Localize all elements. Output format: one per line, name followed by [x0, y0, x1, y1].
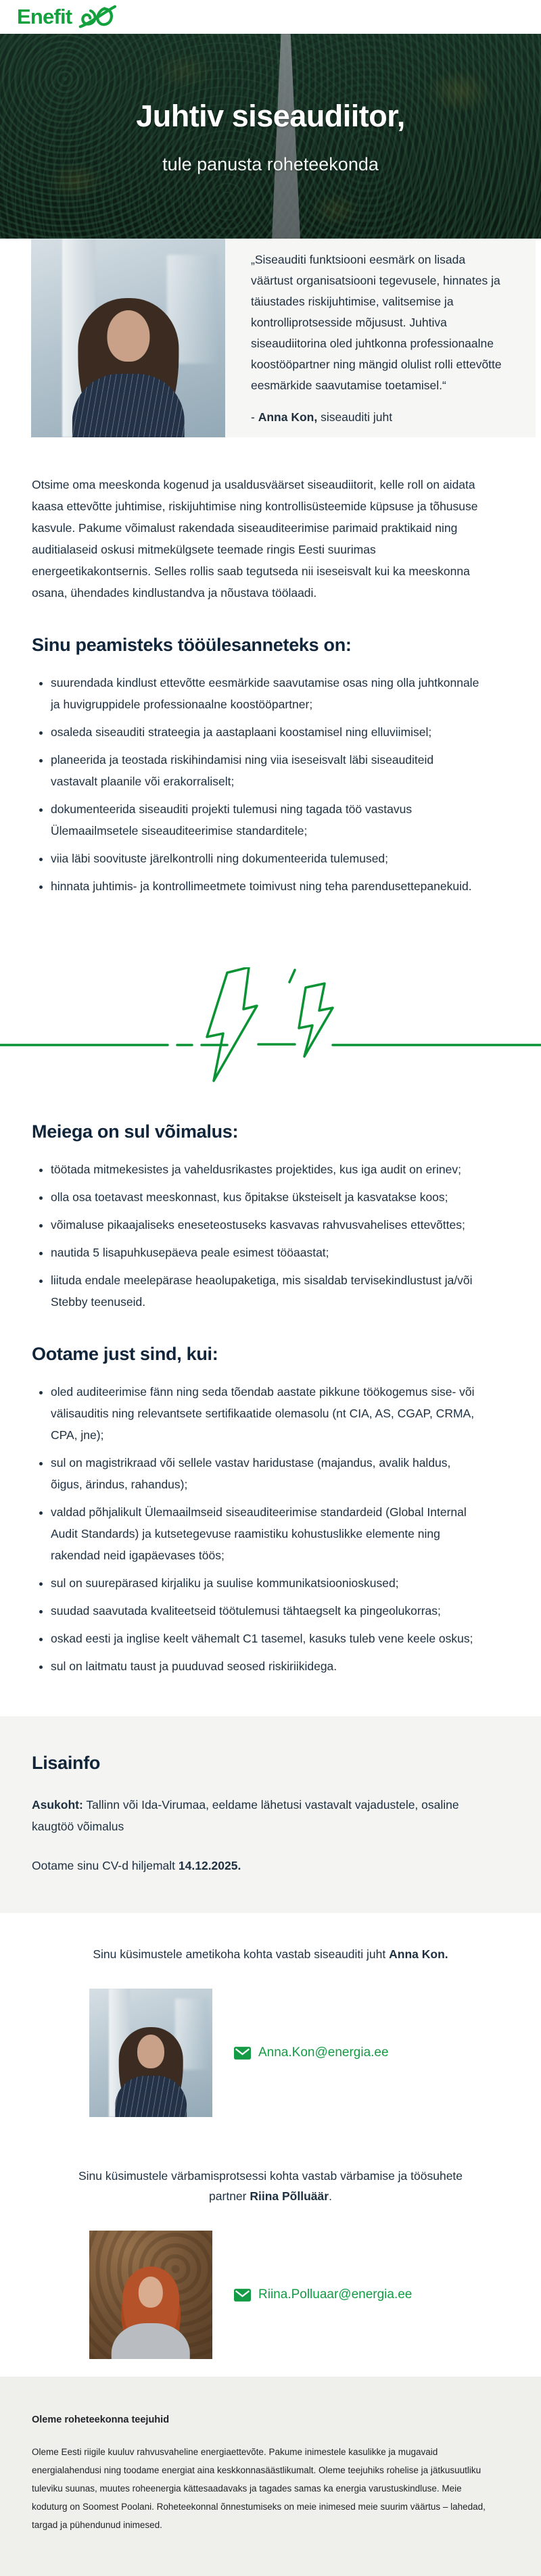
company-footer: [0, 2377, 541, 2576]
intro-paragraph: Otsime oma meeskonda kogenud ja usaldusväärset siseaudiitorit, kelle roll on aidata kaasa ettevõtte juhtimise, riskijuhtimise ning kontrollisüsteemide küpsuse ja tõhususe kasvule. Pakume võimalust rakendada siseauditeerimise parimaid praktikaid ning auditialaseid oskusi mitmekülgsete teemade ringis Eesti suurimas energeetikakontsernis. Selles rollis saab tegutseda nii iseseisvalt kui ka meeskonna osana, ühendades kindlustandva ja nõustava töölaadi.: [32, 478, 478, 600]
hero-banner: [0, 34, 541, 239]
bullet-item: • osaleda siseauditi strateegia ja aastaplaani koostamisel ning elluviimisel;: [51, 721, 481, 743]
bullet-item: • valdad põhjalikult Ülemaailmseid siseauditeerimise standardeid (Global Internal Audit Standards) ja kutsetegevuse raamistiku kohustuslikke elemente ning rakendad neid igapäevases töös;: [51, 1501, 481, 1566]
bullet-item: • oled auditeerimise fänn ning seda tõendab aastate pikkune töökogemus sise- või välisauditis ning relevantsete sertifikaatide olemasolu (nt CIA, AS, CGAP, CRMA, CPA, jne);: [51, 1381, 481, 1446]
riina-email-text: Riina.Polluaar@energia.ee: [258, 2287, 413, 2302]
footer-heading: Oleme roheteekonna teejuhid: [32, 2414, 170, 2425]
bullet-item: • liituda endale meelepärase heaolupaketiga, mis sisaldab tervisekindlustust ja/või Stebby teenuseid.: [51, 1269, 481, 1313]
job-title: Juhtiv siseaudiitor,: [136, 99, 405, 133]
additional-info-heading: Lisainfo: [32, 1753, 101, 1773]
section-heading-expectations: Ootame just sind, kui:: [32, 1344, 218, 1364]
envelope-icon: [234, 2047, 251, 2060]
quote-block: [31, 239, 536, 437]
bullet-item: • sul on laitmatu taust ja puuduvad seosed riskiriikidega.: [51, 1655, 481, 1677]
section-heading-offer: Meiega on sul võimalus:: [32, 1121, 239, 1142]
bullet-item: • suudad saavutada kvaliteetseid töötulemusi tähtaegselt ka pingeolukorras;: [51, 1600, 481, 1622]
bullet-item: • olla osa toetavast meeskonnast, kus õpitakse üksteiselt ja kasvatakse koos;: [51, 1186, 481, 1208]
bullet-item: • nautida 5 lisapuhkusepäeva peale esimest tööaastat;: [51, 1242, 481, 1263]
lightning-bolt-icon: [0, 967, 541, 1082]
riina-polluaar-photo: [89, 2231, 212, 2359]
bullet-item: • dokumenteerida siseauditi projekti tulemusi ning tagada töö vastavus Ülemaailmsetele siseauditeerimise standarditele;: [51, 798, 481, 842]
bullet-item: • suurendada kindlust ettevõtte eesmärkide saavutamise osas ning olla juhtkonnale ja huvigruppidele professionaalne koostööpartner;: [51, 672, 481, 715]
anna-kon-photo: [31, 239, 225, 437]
anna-email-link[interactable]: [234, 2045, 389, 2060]
location-label: Asukoht:: [32, 1798, 83, 1812]
bullet-item: • viia läbi soovituste järelkontrolli ning dokumenteerida tulemused;: [51, 848, 481, 869]
job-subtitle: tule panusta roheteekonda: [162, 154, 379, 174]
bullet-item: • planeerida ja teostada riskihindamisi ning viia iseseisvalt läbi siseauditeid vastavalt plaanile või erakorraliselt;: [51, 749, 481, 792]
section-heading-tasks: Sinu peamisteks tööülesanneteks on:: [32, 635, 352, 655]
contact-riina-intro: Sinu küsimustele värbamisprotsessi kohta vastab värbamise ja töösuhete partner Riina Põlluäär.: [78, 2169, 463, 2203]
expectations-list: [32, 1381, 481, 1677]
quote-author-name: Anna Kon,: [258, 410, 318, 424]
anna-kon-contact-photo: [89, 1989, 212, 2117]
enefit-swirl-icon: [77, 5, 116, 29]
anna-email-text: Anna.Kon@energia.ee: [258, 2045, 389, 2060]
quote-attribution: - Anna Kon, siseauditi juht: [251, 410, 393, 424]
lightning-divider: [32, 967, 481, 1082]
footer-description: Oleme Eesti riigile kuuluv rahvusvaheline energiaettevõte. Pakume inimestele kasulikke ja mugavaid energialahendusi ning toodame energiat aina keskkonnasäästlikumalt. Oleme teejuhiks rohelise ja jätkusuutliku tuleviku suunas, muutes roheenergia kättesaadavaks ja tagades samas ka energia varustuskindluse. Meie koduturg on Soomest Poolani. Roheteekonnal õnnestumiseks on meie inimesed meie suurim väärtus – lahedad, targad ja pühendunud inimesed.: [32, 2447, 486, 2530]
offer-list: [32, 1159, 481, 1313]
bullet-item: • oskad eesti ja inglise keelt vähemalt C1 tasemel, kasuks tuleb vene keele oskus;: [51, 1628, 481, 1649]
site-header: [0, 0, 541, 34]
bullet-item: • hinnata juhtimis- ja kontrollimeetmete toimivust ning teha parendusettepanekuid.: [51, 875, 481, 897]
bullet-item: • sul on suurepärased kirjaliku ja suulise kommunikatsioonioskused;: [51, 1572, 481, 1594]
contact-riina: [0, 2117, 541, 2359]
enefit-logo-text: Enefit: [17, 5, 72, 28]
enefit-logo[interactable]: [17, 5, 116, 29]
cv-deadline: 14.12.2025.: [178, 1859, 241, 1872]
bullet-item: • sul on magistrikraad või sellele vastav haridustase (majandus, avalik haldus, õigus, ärindus, rahandus);: [51, 1452, 481, 1495]
quote-text: „Siseauditi funktsiooni eesmärk on lisada väärtust organisatsiooni tegevusele, hinnates ja täiustades riskijuhtimise, valitsemise ja kontrolliprotsesside mõjusust. Juhtiva siseaudiitorina oled juhtkonna professionaalne koostööpartner ning mängid olulist rolli ettevõtte eesmärkide saavutamise toetamisel.“: [251, 253, 502, 392]
bullet-item: • võimaluse pikaajaliseks eneseteostuseks kasvavas rahvusvahelises ettevõttes;: [51, 1214, 481, 1236]
cv-deadline-line: Ootame sinu CV-d hiljemalt 14.12.2025.: [32, 1859, 241, 1872]
tasks-list: [32, 672, 481, 897]
job-description: [0, 474, 541, 1677]
contact-anna-intro: Sinu küsimustele ametikoha kohta vastab siseauditi juht Anna Kon.: [93, 1947, 448, 1961]
additional-info-section: [0, 1716, 541, 1913]
contact-riina-name: Riina Põlluäär: [250, 2189, 329, 2203]
envelope-icon: [234, 2289, 251, 2302]
bullet-item: • töötada mitmekesistes ja vaheldusrikastes projektides, kus iga audit on erinev;: [51, 1159, 481, 1180]
location-line: Asukoht: Tallinn või Ida-Virumaa, eeldame lähetusi vastavalt vajadustele, osaline kaugtöö võimalus: [32, 1798, 459, 1833]
contact-anna-name: Anna Kon.: [389, 1947, 448, 1961]
contact-anna: [0, 1913, 541, 2117]
riina-email-link[interactable]: [234, 2287, 412, 2302]
